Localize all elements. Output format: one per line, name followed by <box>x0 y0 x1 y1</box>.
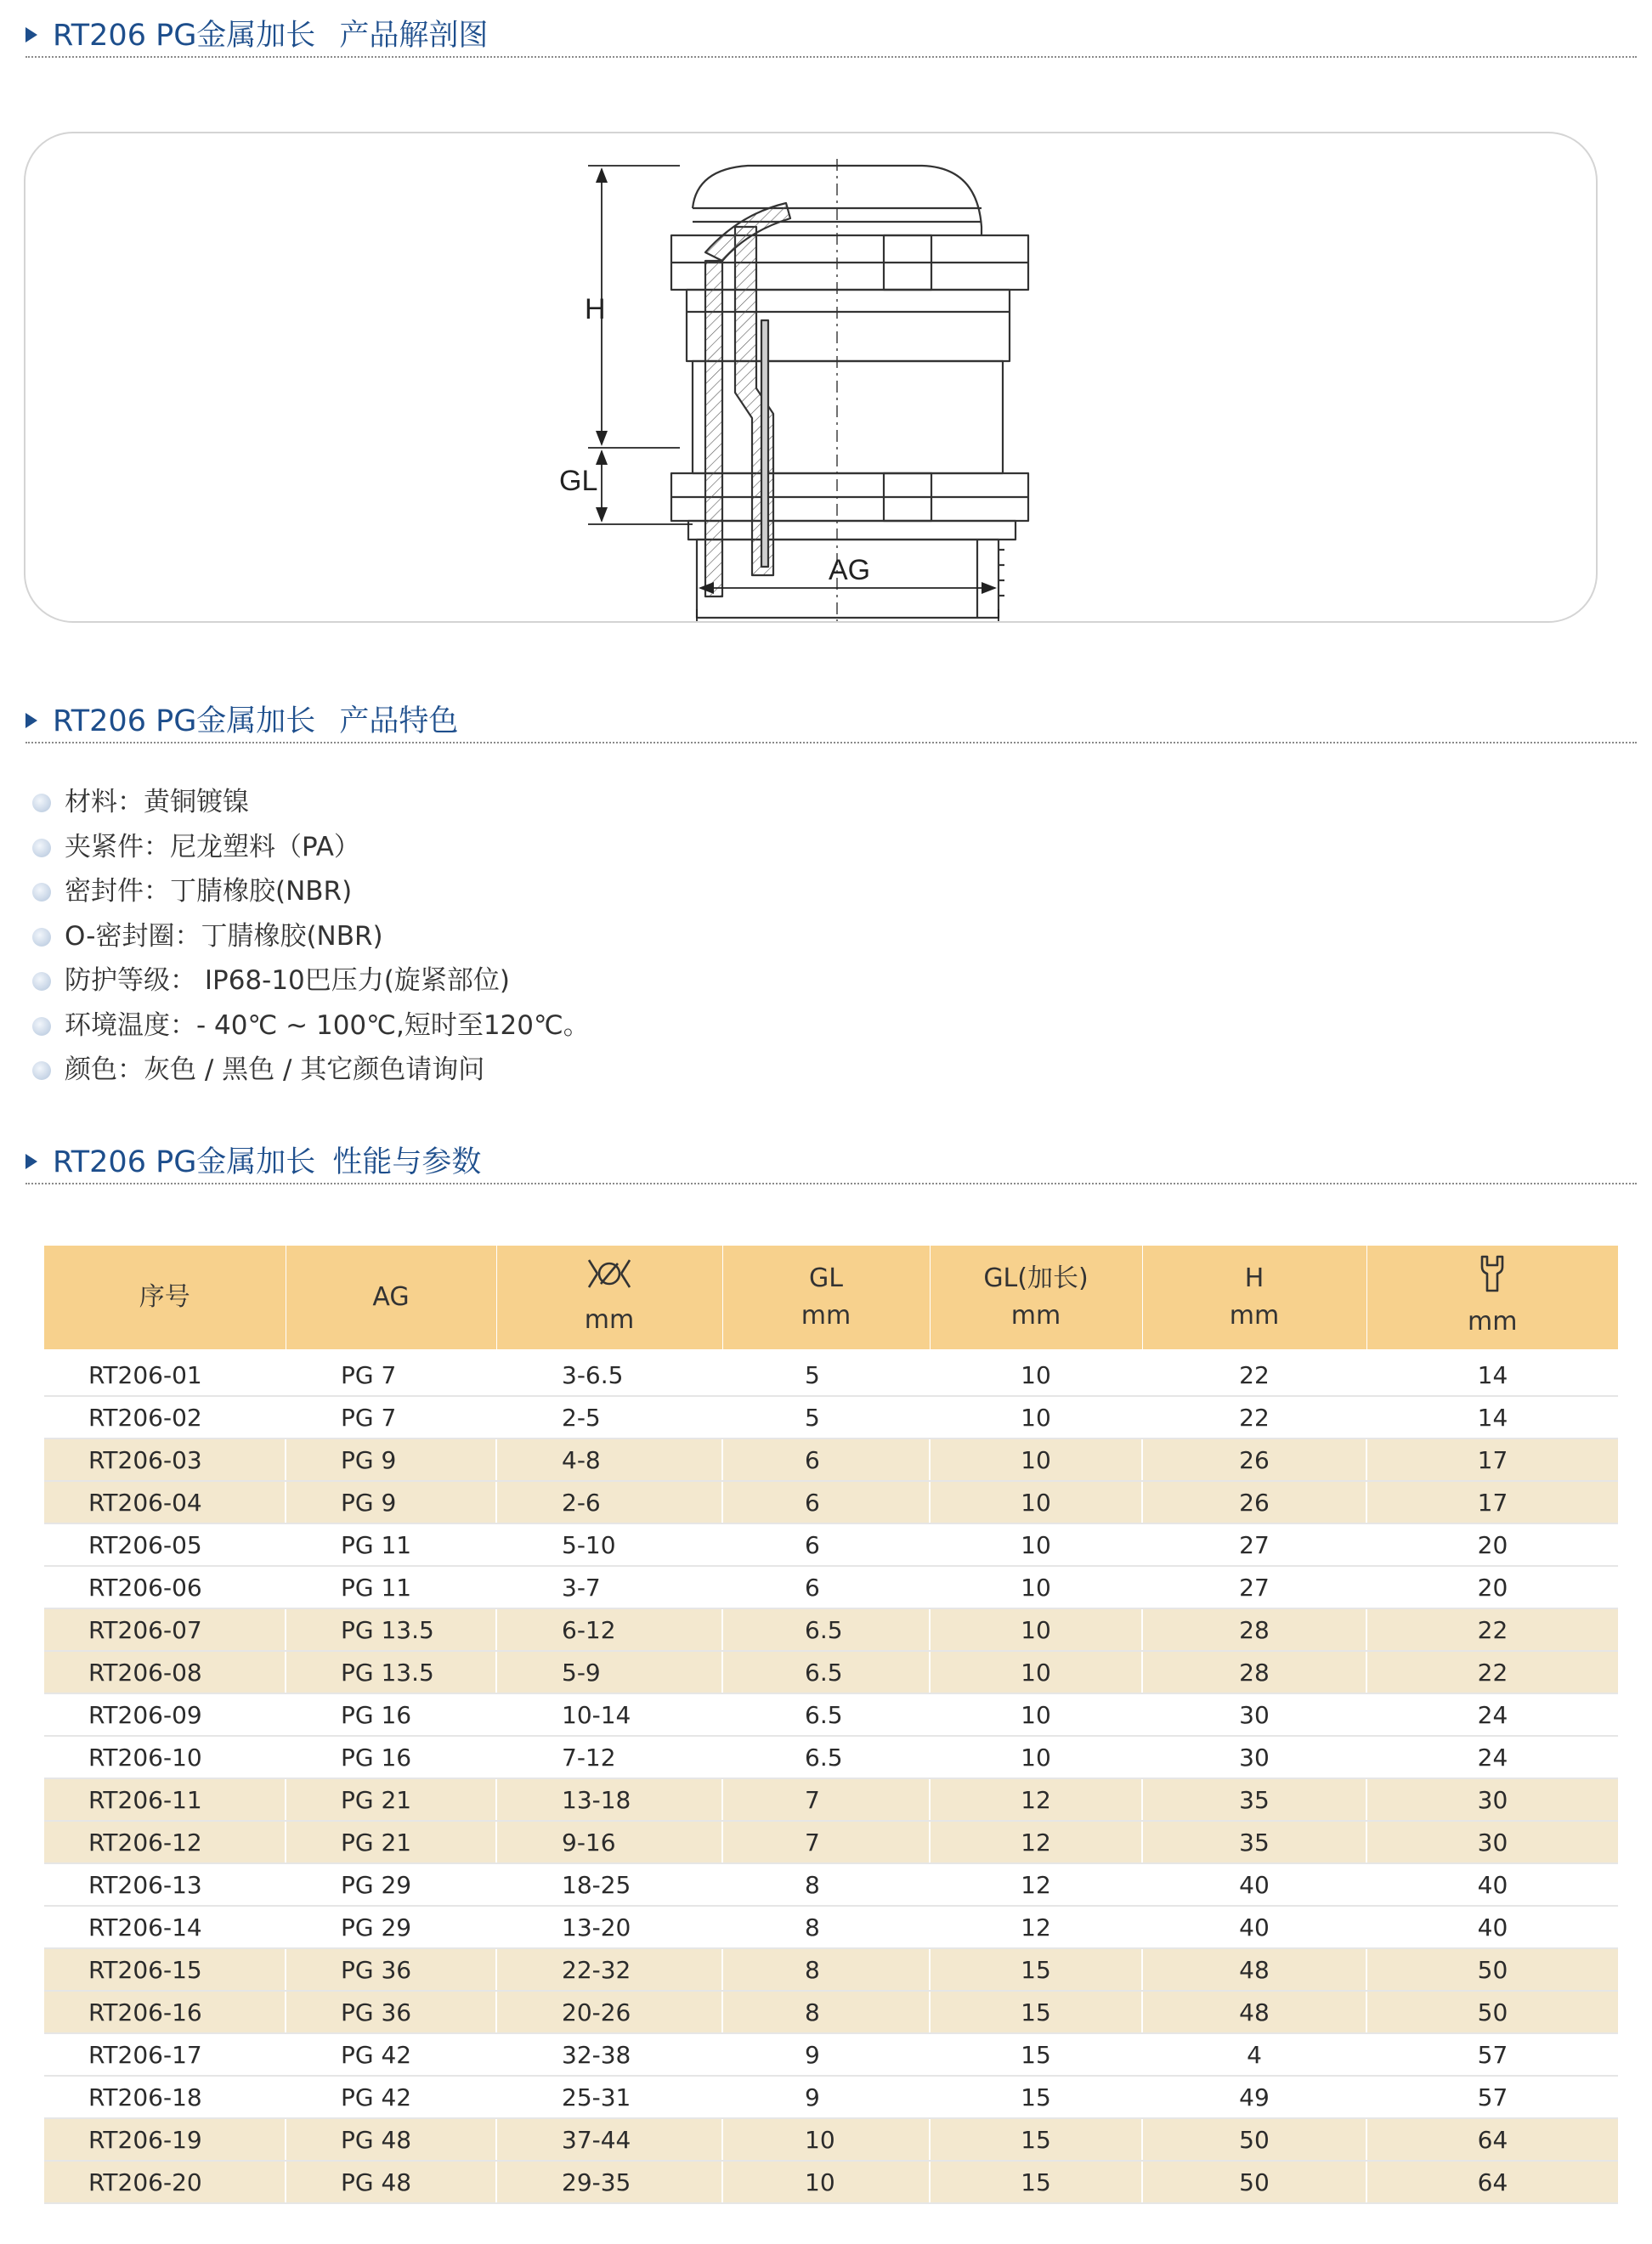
feature-item: 材料：黄铜镀镍 <box>31 780 590 825</box>
cell-gl: 6.5 <box>722 1608 930 1651</box>
cell-ag: PG 11 <box>286 1566 496 1608</box>
cell-model: RT206-17 <box>44 2033 286 2076</box>
cell-gl-extended: 10 <box>930 1481 1142 1523</box>
header-ag: AG <box>286 1246 496 1349</box>
cell-wrench-size: 22 <box>1366 1608 1618 1651</box>
cell-gl: 8 <box>722 1906 930 1948</box>
cell-gl: 10 <box>722 2161 930 2203</box>
cell-model: RT206-09 <box>44 1693 286 1736</box>
cell-model: RT206-18 <box>44 2076 286 2118</box>
table-row <box>44 1693 1618 1736</box>
header-gl: GL mm <box>722 1246 930 1349</box>
cell-h: 30 <box>1142 1693 1366 1736</box>
cell-h: 30 <box>1142 1736 1366 1778</box>
cell-model: RT206-20 <box>44 2161 286 2203</box>
section-title: RT206 PG金属加长 性能与参数 <box>53 1145 482 1179</box>
section-header-specs <box>25 1142 1637 1184</box>
cell-wrench-size: 24 <box>1366 1693 1618 1736</box>
bullet-dot-icon <box>32 1061 51 1080</box>
cell-wrench-size: 22 <box>1366 1651 1618 1693</box>
cell-cable-diameter: 2-5 <box>496 1396 722 1439</box>
cell-cable-diameter: 22-32 <box>496 1948 722 1991</box>
cell-cable-diameter: 32-38 <box>496 2033 722 2076</box>
cell-gl-extended: 10 <box>930 1566 1142 1608</box>
cell-model: RT206-12 <box>44 1821 286 1863</box>
table-row <box>44 2076 1618 2118</box>
cell-model: RT206-11 <box>44 1778 286 1821</box>
cell-cable-diameter: 7-12 <box>496 1736 722 1778</box>
cell-gl: 8 <box>722 1863 930 1906</box>
cell-gl: 6 <box>722 1566 930 1608</box>
cell-gl-extended: 15 <box>930 2076 1142 2118</box>
bullet-dot-icon <box>32 1017 51 1036</box>
cell-wrench-size: 40 <box>1366 1863 1618 1906</box>
cell-wrench-size: 17 <box>1366 1439 1618 1481</box>
cell-gl: 6 <box>722 1439 930 1481</box>
cell-gl-extended: 10 <box>930 1523 1142 1566</box>
triangle-bullet-icon <box>25 27 37 42</box>
cell-gl-extended: 10 <box>930 1608 1142 1651</box>
cell-model: RT206-06 <box>44 1566 286 1608</box>
cell-gl-extended: 15 <box>930 2118 1142 2161</box>
table-row <box>44 1736 1618 1778</box>
cell-h: 22 <box>1142 1349 1366 1396</box>
cell-cable-diameter: 3-7 <box>496 1566 722 1608</box>
cell-gl-extended: 10 <box>930 1396 1142 1439</box>
cell-wrench-size: 50 <box>1366 1991 1618 2033</box>
cell-ag: PG 7 <box>286 1396 496 1439</box>
cell-wrench-size: 20 <box>1366 1566 1618 1608</box>
cell-cable-diameter: 13-18 <box>496 1778 722 1821</box>
cell-ag: PG 9 <box>286 1439 496 1481</box>
cell-gl-extended: 10 <box>930 1651 1142 1693</box>
table-row <box>44 1566 1618 1608</box>
cell-cable-diameter: 20-26 <box>496 1991 722 2033</box>
cell-model: RT206-19 <box>44 2118 286 2161</box>
header-gl-extended: GL(加长) mm <box>930 1246 1142 1349</box>
section-title: RT206 PG金属加长 产品解剖图 <box>53 19 489 53</box>
cell-cable-diameter: 3-6.5 <box>496 1349 722 1396</box>
bullet-dot-icon <box>32 928 51 947</box>
bullet-dot-icon <box>32 839 51 857</box>
cell-ag: PG 48 <box>286 2118 496 2161</box>
section-header-diagram <box>25 15 1637 58</box>
cell-model: RT206-15 <box>44 1948 286 1991</box>
feature-item: 颜色：灰色 / 黑色 / 其它颜色请询问 <box>31 1048 590 1093</box>
feature-item: 环境温度：- 40℃ ~ 100℃,短时至120℃。 <box>31 1003 590 1049</box>
cell-h: 50 <box>1142 2118 1366 2161</box>
table-row <box>44 1778 1618 1821</box>
cell-model: RT206-13 <box>44 1863 286 1906</box>
cell-wrench-size: 20 <box>1366 1523 1618 1566</box>
cell-cable-diameter: 2-6 <box>496 1481 722 1523</box>
cell-cable-diameter: 25-31 <box>496 2076 722 2118</box>
cell-gl: 5 <box>722 1349 930 1396</box>
spec-table <box>44 1246 1618 2204</box>
cell-h: 35 <box>1142 1821 1366 1863</box>
cell-wrench-size: 14 <box>1366 1349 1618 1396</box>
section-title: RT206 PG金属加长 产品特色 <box>53 704 459 738</box>
cell-h: 26 <box>1142 1481 1366 1523</box>
feature-list <box>31 780 590 1093</box>
cable-gland-cross-section-drawing <box>25 133 1596 621</box>
cell-model: RT206-03 <box>44 1439 286 1481</box>
cell-gl-extended: 10 <box>930 1439 1142 1481</box>
cell-gl: 7 <box>722 1778 930 1821</box>
cell-ag: PG 11 <box>286 1523 496 1566</box>
cell-wrench-size: 17 <box>1366 1481 1618 1523</box>
cell-h: 27 <box>1142 1523 1366 1566</box>
cell-ag: PG 29 <box>286 1863 496 1906</box>
triangle-bullet-icon <box>25 1154 37 1169</box>
table-row <box>44 2161 1618 2203</box>
table-header-row <box>44 1246 1618 1349</box>
cell-gl-extended: 10 <box>930 1349 1142 1396</box>
cell-cable-diameter: 10-14 <box>496 1693 722 1736</box>
cell-h: 28 <box>1142 1651 1366 1693</box>
cell-h: 48 <box>1142 1948 1366 1991</box>
cell-h: 26 <box>1142 1439 1366 1481</box>
wrench-icon <box>1367 1255 1619 1303</box>
cell-h: 50 <box>1142 2161 1366 2203</box>
cell-wrench-size: 64 <box>1366 2161 1618 2203</box>
cell-wrench-size: 24 <box>1366 1736 1618 1778</box>
cell-gl-extended: 12 <box>930 1821 1142 1863</box>
cell-gl: 8 <box>722 1991 930 2033</box>
cell-model: RT206-04 <box>44 1481 286 1523</box>
table-row <box>44 1481 1618 1523</box>
cell-h: 40 <box>1142 1863 1366 1906</box>
cell-gl-extended: 15 <box>930 1991 1142 2033</box>
cell-ag: PG 13.5 <box>286 1608 496 1651</box>
cell-ag: PG 36 <box>286 1991 496 2033</box>
cell-ag: PG 36 <box>286 1948 496 1991</box>
table-row <box>44 2118 1618 2161</box>
cell-gl: 6 <box>722 1481 930 1523</box>
cell-ag: PG 9 <box>286 1481 496 1523</box>
cell-ag: PG 7 <box>286 1349 496 1396</box>
header-model: 序号 <box>44 1246 286 1349</box>
cell-ag: PG 16 <box>286 1693 496 1736</box>
cell-h: 22 <box>1142 1396 1366 1439</box>
table-row <box>44 1651 1618 1693</box>
cell-gl: 10 <box>722 2118 930 2161</box>
bullet-dot-icon <box>32 794 51 812</box>
cell-gl: 6.5 <box>722 1736 930 1778</box>
cell-h: 27 <box>1142 1566 1366 1608</box>
feature-item: 夹紧件：尼龙塑料（PA） <box>31 825 590 870</box>
cell-cable-diameter: 9-16 <box>496 1821 722 1863</box>
cell-model: RT206-05 <box>44 1523 286 1566</box>
cell-gl: 5 <box>722 1396 930 1439</box>
cell-ag: PG 21 <box>286 1821 496 1863</box>
table-row <box>44 1523 1618 1566</box>
table-row <box>44 1349 1618 1396</box>
cell-h: 40 <box>1142 1906 1366 1948</box>
cell-ag: PG 42 <box>286 2076 496 2118</box>
cell-cable-diameter: 37-44 <box>496 2118 722 2161</box>
header-cable-diameter: mm <box>496 1246 722 1349</box>
cell-gl-extended: 15 <box>930 2161 1142 2203</box>
cell-h: 35 <box>1142 1778 1366 1821</box>
cell-cable-diameter: 5-9 <box>496 1651 722 1693</box>
table-row <box>44 1608 1618 1651</box>
cell-gl: 6 <box>722 1523 930 1566</box>
table-row <box>44 1906 1618 1948</box>
cell-ag: PG 48 <box>286 2161 496 2203</box>
header-h: H mm <box>1142 1246 1366 1349</box>
cell-model: RT206-01 <box>44 1349 286 1396</box>
cable-diameter-icon <box>497 1257 722 1302</box>
cell-model: RT206-07 <box>44 1608 286 1651</box>
cell-wrench-size: 57 <box>1366 2033 1618 2076</box>
dimension-label-gl: GL <box>559 465 598 497</box>
cell-ag: PG 21 <box>286 1778 496 1821</box>
cell-gl-extended: 10 <box>930 1693 1142 1736</box>
triangle-bullet-icon <box>25 713 37 728</box>
cell-model: RT206-02 <box>44 1396 286 1439</box>
cell-model: RT206-16 <box>44 1991 286 2033</box>
cell-gl: 9 <box>722 2076 930 2118</box>
bullet-dot-icon <box>32 883 51 902</box>
cell-gl: 6.5 <box>722 1651 930 1693</box>
cell-h: 49 <box>1142 2076 1366 2118</box>
feature-item: 防护等级： IP68-10巴压力(旋紧部位) <box>31 958 590 1003</box>
bullet-dot-icon <box>32 972 51 991</box>
feature-item: O-密封圈：丁腈橡胶(NBR) <box>31 914 590 959</box>
cell-wrench-size: 30 <box>1366 1778 1618 1821</box>
table-row <box>44 1821 1618 1863</box>
cell-wrench-size: 57 <box>1366 2076 1618 2118</box>
cell-model: RT206-14 <box>44 1906 286 1948</box>
cell-model: RT206-10 <box>44 1736 286 1778</box>
cross-section-diagram-panel <box>24 132 1598 623</box>
table-row <box>44 1991 1618 2033</box>
cell-gl: 9 <box>722 2033 930 2076</box>
cell-model: RT206-08 <box>44 1651 286 1693</box>
cell-cable-diameter: 29-35 <box>496 2161 722 2203</box>
cell-gl-extended: 15 <box>930 2033 1142 2076</box>
cell-wrench-size: 14 <box>1366 1396 1618 1439</box>
cell-cable-diameter: 13-20 <box>496 1906 722 1948</box>
section-header-features <box>25 701 1637 743</box>
cell-gl-extended: 15 <box>930 1948 1142 1991</box>
cell-gl-extended: 12 <box>930 1778 1142 1821</box>
cell-gl: 6.5 <box>722 1693 930 1736</box>
cell-wrench-size: 40 <box>1366 1906 1618 1948</box>
header-wrench-size: mm <box>1366 1246 1618 1349</box>
table-row <box>44 1396 1618 1439</box>
cell-cable-diameter: 4-8 <box>496 1439 722 1481</box>
cell-cable-diameter: 5-10 <box>496 1523 722 1566</box>
cell-ag: PG 13.5 <box>286 1651 496 1693</box>
cell-gl: 8 <box>722 1948 930 1991</box>
feature-item: 密封件：丁腈橡胶(NBR) <box>31 869 590 914</box>
dimension-label-ag: AG <box>829 554 871 586</box>
dimension-label-h: H <box>585 293 606 325</box>
table-row <box>44 1439 1618 1481</box>
cell-cable-diameter: 18-25 <box>496 1863 722 1906</box>
cell-gl-extended: 12 <box>930 1906 1142 1948</box>
cell-wrench-size: 50 <box>1366 1948 1618 1991</box>
cell-gl: 7 <box>722 1821 930 1863</box>
cell-ag: PG 42 <box>286 2033 496 2076</box>
table-row <box>44 2033 1618 2076</box>
cell-h: 28 <box>1142 1608 1366 1651</box>
cell-gl-extended: 12 <box>930 1863 1142 1906</box>
cell-wrench-size: 64 <box>1366 2118 1618 2161</box>
cell-h: 48 <box>1142 1991 1366 2033</box>
cell-wrench-size: 30 <box>1366 1821 1618 1863</box>
table-row <box>44 1863 1618 1906</box>
cell-cable-diameter: 6-12 <box>496 1608 722 1651</box>
cell-ag: PG 29 <box>286 1906 496 1948</box>
table-row <box>44 1948 1618 1991</box>
cell-gl-extended: 10 <box>930 1736 1142 1778</box>
cell-ag: PG 16 <box>286 1736 496 1778</box>
cell-h: 4 <box>1142 2033 1366 2076</box>
